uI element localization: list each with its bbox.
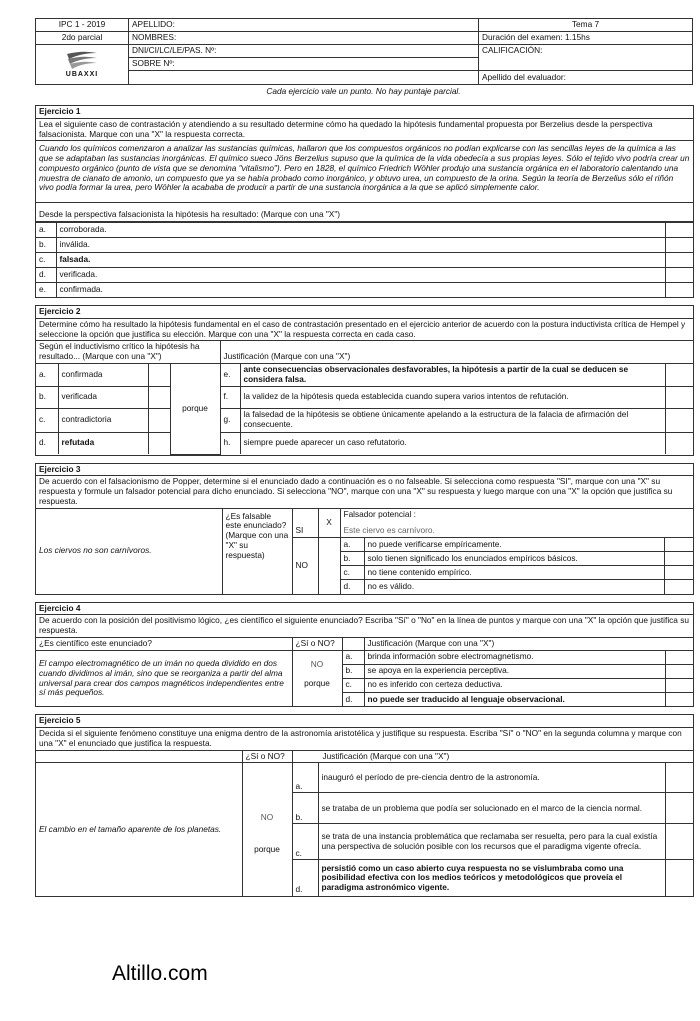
mark-box[interactable] bbox=[665, 238, 693, 253]
mark-box[interactable] bbox=[148, 432, 170, 454]
option-text: no es válido. bbox=[364, 580, 665, 594]
ex4-col3-head: Justificación (Marque con una "X") bbox=[364, 638, 693, 650]
option-text: se trataba de un problema que podía ser solucionado en el marco de la ciencia normal. bbox=[318, 793, 665, 824]
mark-box[interactable] bbox=[665, 386, 693, 408]
exercise-1-case: Cuando los químicos comenzaron a analizar las sustancias químicas, hallaron que los compuestos orgánicos no podían explicarse con las sencillas leyes de la química a las que se adaptaban las sustancias inorgánicas. El químico sueco Jöns Berzelius supuso que la química de la vida obedecía a sus propias leyes. Sólo el tejido vivo podría crear un compuesto orgánico (punto de vista que se denomina "vitalismo"). Pero en 1828, el químico Friedrich Wöhler produjo una sustancia orgánica en el laboratorio calentando una muestra de cianato de amonio, un compuesto que ya se había probado como inorgánico, y obtuvo urea, un compuesto de la orina. Según la teoría de Berzelius sólo el riñón vivo podía formar la urea, pero Wöhler la acababa de producir a partir de una sustancia inorgánica a la que se aplicó simplemente calor. bbox=[36, 141, 693, 203]
exam-header bbox=[35, 18, 693, 85]
option-letter: d. bbox=[292, 860, 318, 896]
option-text: falsada. bbox=[56, 253, 665, 268]
option-letter: b. bbox=[36, 386, 58, 408]
ubaxxi-logo bbox=[39, 48, 125, 82]
option-text: persistió como un caso abierto cuya respuesta no se vislumbraba como una posibilidad efectiva con los medios teóricos y metodológicos que proveía el paradigma astronómico vigente. bbox=[318, 860, 665, 896]
logo-cell bbox=[36, 45, 129, 85]
exercise-1 bbox=[35, 105, 694, 298]
ex5-col2-head: ¿Sí o NO? bbox=[242, 751, 292, 763]
mark-box[interactable] bbox=[665, 283, 693, 298]
exam-cell: 2do parcial bbox=[36, 32, 129, 45]
ex4-col1-head: ¿Es científico este enunciado? bbox=[36, 638, 292, 650]
si-mark-box[interactable]: X bbox=[318, 509, 340, 538]
option-letter: a. bbox=[342, 650, 364, 664]
falsador-value: Este ciervo es carnívoro. bbox=[343, 525, 435, 536]
option-letter: g. bbox=[220, 408, 240, 432]
mark-box[interactable] bbox=[665, 552, 693, 566]
mark-box[interactable] bbox=[665, 432, 693, 454]
exercise-5-table bbox=[36, 751, 693, 896]
option-text: refutada bbox=[58, 432, 148, 454]
ex4-blank-head bbox=[342, 638, 364, 650]
ex2-right-head: Justificación (Marque con una "X") bbox=[220, 341, 693, 363]
option-row[interactable] bbox=[36, 238, 693, 253]
option-row[interactable] bbox=[36, 253, 693, 268]
mark-box[interactable] bbox=[665, 566, 693, 580]
option-text: inválida. bbox=[56, 238, 665, 253]
scoring-note: Cada ejercicio vale un punto. No hay puntaje parcial. bbox=[266, 86, 461, 96]
ex4-col2-head: ¿Sí o NO? bbox=[292, 638, 342, 650]
mark-box[interactable] bbox=[665, 253, 693, 268]
option-letter: a. bbox=[36, 223, 56, 238]
option-row[interactable] bbox=[36, 268, 693, 283]
option-letter: c. bbox=[340, 566, 364, 580]
option-text: confirmada. bbox=[56, 283, 665, 298]
porque-label: porque bbox=[242, 824, 292, 896]
mark-box[interactable] bbox=[148, 408, 170, 432]
exercise-1-title: Ejercicio 1 bbox=[36, 106, 693, 119]
mark-box[interactable] bbox=[665, 268, 693, 283]
exercise-5-prompt: Decida si el siguiente fenómeno constituye una enigma dentro de la astronomía aristotélica y justifique su respuesta. Escriba "Sí" o "NO" en la segunda columna y marque con una "X" el enunciado que justifica la respuesta. bbox=[36, 728, 693, 751]
mark-box[interactable] bbox=[665, 664, 693, 678]
mark-box[interactable] bbox=[665, 793, 693, 824]
falsador-label: Falsador potencial : bbox=[343, 508, 416, 519]
option-letter: a. bbox=[36, 363, 58, 386]
option-text: contradictoria bbox=[58, 408, 148, 432]
option-letter: d. bbox=[36, 432, 58, 454]
mark-box[interactable] bbox=[665, 363, 693, 386]
course-cell: IPC 1 - 2019 bbox=[36, 19, 129, 32]
option-text: inauguró el período de pre-ciencia dentro de la astronomía. bbox=[318, 763, 665, 793]
ex5-blank-head bbox=[36, 751, 242, 763]
ex5-statement: El cambio en el tamaño aparente de los planetas. bbox=[36, 763, 242, 896]
option-text: ante consecuencias observacionales desfavorables, la hipótesis a partir de la cual se deducen se considera falsa. bbox=[240, 363, 665, 386]
option-text: corroborada. bbox=[56, 223, 665, 238]
mark-box[interactable] bbox=[665, 580, 693, 594]
option-letter: b. bbox=[292, 793, 318, 824]
option-text: no tiene contenido empírico. bbox=[364, 566, 665, 580]
exercise-1-question: Desde la perspectiva falsacionista la hipótesis ha resultado: (Marque con una "X") bbox=[36, 203, 693, 222]
option-row[interactable] bbox=[36, 223, 693, 238]
exam-page bbox=[35, 18, 692, 897]
option-text: no puede ser traducido al lenguaje observacional. bbox=[364, 692, 665, 706]
nombres-field[interactable]: NOMBRES: bbox=[129, 32, 479, 45]
option-letter: b. bbox=[342, 664, 364, 678]
option-letter: c. bbox=[292, 824, 318, 860]
option-text: verificada bbox=[58, 386, 148, 408]
mark-box[interactable] bbox=[148, 386, 170, 408]
exercise-4-prompt: De acuerdo con la posición del positivismo lógico, ¿es científico el siguiente enunciado? Escriba "Sí" o "No" en la línea de puntos y marque con una "X" la opción que justifica su respuesta. bbox=[36, 615, 693, 638]
option-letter: b. bbox=[340, 552, 364, 566]
calificacion-field[interactable]: CALIFICACIÓN: bbox=[479, 45, 693, 71]
exercise-3-prompt: De acuerdo con el falsacionismo de Popper, determine si el enunciado dado a continuación es o no falseable. Si selecciona como respuesta "SI", marque con una "X" su respuesta y formule un falsador potencial para dicho enunciado. Si selecciona "NO", marque con una "X" su respuesta y luego marque con una "X" la opción que justifica su respuesta. bbox=[36, 476, 693, 508]
option-letter: a. bbox=[292, 763, 318, 793]
exercise-1-prompt: Lea el siguiente caso de contrastación y atendiendo a su resultado determine cómo ha quedado la hipótesis fundamental propuesta por Berzelius desde la perspectiva falsacionista. Marque con una "X" la respuesta correcta. bbox=[36, 119, 693, 142]
option-text: confirmada bbox=[58, 363, 148, 386]
si-label: SI bbox=[292, 509, 318, 538]
exercise-4-title: Ejercicio 4 bbox=[36, 603, 693, 616]
porque-label: porque bbox=[170, 363, 220, 454]
exercise-5-title: Ejercicio 5 bbox=[36, 715, 693, 728]
mark-box[interactable] bbox=[665, 824, 693, 860]
exercise-4 bbox=[35, 602, 694, 708]
option-text: no puede verificarse empíricamente. bbox=[364, 538, 665, 552]
logo-text: UBAXXI bbox=[65, 70, 99, 78]
no-label: NO bbox=[292, 538, 318, 594]
mark-box[interactable] bbox=[665, 650, 693, 664]
ex5-col3-head: Justificación (Marque con una "X") bbox=[292, 751, 693, 763]
option-text: verificada. bbox=[56, 268, 665, 283]
exercise-3 bbox=[35, 463, 694, 595]
evaluador-field[interactable]: Apellido del evaluador: bbox=[479, 71, 693, 85]
mark-box[interactable] bbox=[665, 538, 693, 552]
option-letter: a. bbox=[340, 538, 364, 552]
exercise-2 bbox=[35, 305, 694, 455]
dni-field[interactable]: DNI/CI/LC/LE/PAS. Nº: bbox=[129, 45, 479, 58]
option-letter: e. bbox=[36, 283, 56, 298]
ex3-question: ¿Es falsable este enunciado? (Marque con una "X" su respuesta) bbox=[222, 509, 292, 594]
option-letter: e. bbox=[220, 363, 240, 386]
option-text: se trata de una instancia problemática que reclamaba ser resuelta, pero para la cual existía una perspectiva de solución posible con los recursos que el paradigma vigente ofrecía. bbox=[318, 824, 665, 860]
exercise-4-table bbox=[36, 638, 693, 706]
exercise-1-options bbox=[36, 222, 693, 297]
option-letter: f. bbox=[220, 386, 240, 408]
option-text: se apoya en la experiencia perceptiva. bbox=[364, 664, 665, 678]
altillo-watermark: Altillo.com bbox=[112, 962, 208, 985]
exercise-2-title: Ejercicio 2 bbox=[36, 306, 693, 319]
option-text: siempre puede aparecer un caso refutatorio. bbox=[240, 432, 665, 454]
exercise-3-title: Ejercicio 3 bbox=[36, 464, 693, 477]
porque-label: porque bbox=[292, 678, 342, 706]
mark-box[interactable] bbox=[665, 223, 693, 238]
option-letter: h. bbox=[220, 432, 240, 454]
exercise-5 bbox=[35, 714, 694, 897]
option-letter: c. bbox=[36, 253, 56, 268]
option-text: solo tienen significado los enunciados empíricos básicos. bbox=[364, 552, 665, 566]
ubaxxi-swoosh-icon bbox=[65, 50, 99, 70]
sobre-field[interactable]: SOBRE Nº: bbox=[129, 58, 479, 71]
ex3-statement: Los ciervos no son carnívoros. bbox=[36, 509, 222, 594]
mark-box[interactable] bbox=[148, 363, 170, 386]
exercise-2-table bbox=[36, 341, 693, 454]
mark-box[interactable] bbox=[665, 408, 693, 432]
option-letter: d. bbox=[342, 692, 364, 706]
mark-box[interactable] bbox=[665, 678, 693, 692]
exercise-3-table bbox=[36, 509, 693, 594]
mark-box[interactable] bbox=[665, 860, 693, 896]
option-letter: c. bbox=[342, 678, 364, 692]
ex4-statement: El campo electromagnético de un imán no queda dividido en dos cuando dividimos al imán, sino que se reorganiza a partir del alma universal para crear dos campos magnéticos independientes entre sí más pequeños. bbox=[36, 650, 292, 706]
option-row[interactable] bbox=[36, 283, 693, 298]
option-letter: c. bbox=[36, 408, 58, 432]
falsador-field[interactable] bbox=[340, 509, 693, 538]
ex2-left-head: Según el inductivismo crítico la hipótesis ha resultado... (Marque con una "X") bbox=[36, 341, 220, 363]
header-blank-cell bbox=[129, 71, 479, 85]
option-text: la falsedad de la hipótesis se obtiene únicamente apelando a la estructura de la falacia de afirmación del consecuente. bbox=[240, 408, 665, 432]
mark-box[interactable] bbox=[665, 692, 693, 706]
option-letter: d. bbox=[36, 268, 56, 283]
option-text: no es inferido con certeza deductiva. bbox=[364, 678, 665, 692]
tema-cell: Tema 7 bbox=[479, 19, 693, 32]
exercise-2-prompt: Determine cómo ha resultado la hipótesis fundamental en el caso de contrastación presentado en el ejercicio anterior de acuerdo con la postura inductivista crítica de Hempel y seleccione la opción que justifica su elección. Marque con una "X" la respuesta correcta en cada caso. bbox=[36, 319, 693, 342]
duracion-cell: Duración del examen: 1.15hs bbox=[479, 32, 693, 45]
option-text: la validez de la hipótesis queda establecida cuando supera varios intentos de refutación. bbox=[240, 386, 665, 408]
option-letter: d. bbox=[340, 580, 364, 594]
option-letter: b. bbox=[36, 238, 56, 253]
ex4-answer-field[interactable]: NO bbox=[292, 650, 342, 678]
option-text: brinda información sobre electromagnetismo. bbox=[364, 650, 665, 664]
ex5-answer-field[interactable]: NO bbox=[242, 763, 292, 824]
mark-box[interactable] bbox=[665, 763, 693, 793]
no-mark-box[interactable] bbox=[318, 538, 340, 594]
apellido-field[interactable]: APELLIDO: bbox=[129, 19, 479, 32]
